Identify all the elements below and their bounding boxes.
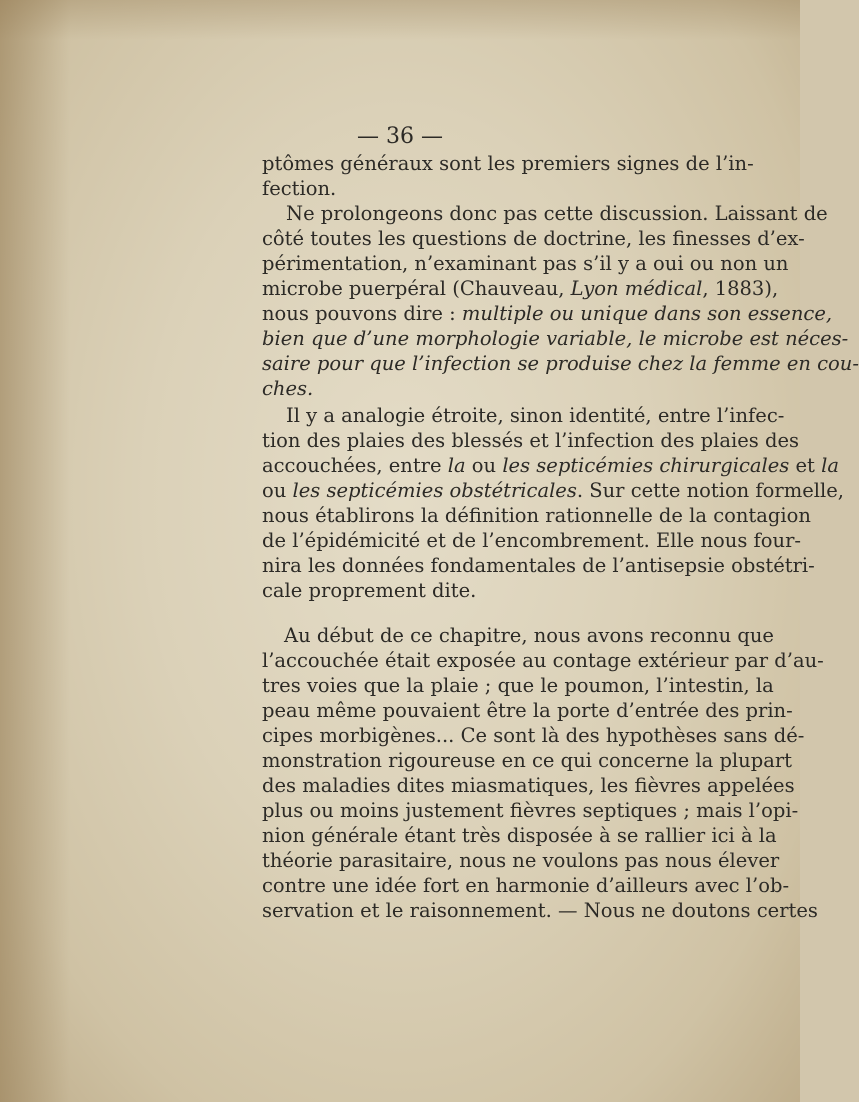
text-run: contre une idée fort en harmonie d’ailleurs avec l’ob- — [262, 874, 790, 897]
text-line — [262, 504, 811, 528]
text-line — [262, 699, 793, 723]
text-line — [262, 277, 779, 301]
text-run: ou — [262, 479, 293, 502]
text-run: Il y a analogie étroite, sinon identité, entre l’infec- — [286, 404, 785, 427]
text-run: tres voies que la plaie ; que le poumon, l’intestin, la — [262, 674, 774, 697]
text-run: côté toutes les questions de doctrine, les finesses d’ex- — [262, 227, 805, 250]
text-run: ou — [465, 454, 503, 477]
text-run: des maladies dites miasmatiques, les fièvres appelées — [262, 774, 795, 797]
text-line — [262, 799, 799, 823]
text-run: monstration rigoureuse en ce qui concerne la plupart — [262, 749, 792, 772]
text-line — [262, 749, 792, 773]
text-line — [262, 377, 698, 401]
text-run: l’accouchée était exposée au contage extérieur par d’au- — [262, 649, 824, 672]
text-run: nous établirons la définition rationnelle de la contagion — [262, 504, 811, 527]
italic-text: les septicémies chirurgicales — [502, 454, 790, 477]
text-line — [262, 554, 815, 578]
text-run: microbe puerpéral (Chauveau, — [262, 277, 571, 300]
text-line — [262, 874, 790, 898]
text-run: nira les données fondamentales de l’antisepsie obstétri- — [262, 554, 815, 577]
italic-text: la — [447, 454, 466, 477]
text-line — [262, 429, 800, 453]
text-run: théorie parasitaire, nous ne voulons pas nous élever — [262, 849, 780, 872]
text-line — [262, 674, 774, 698]
italic-text: saire pour que l’infection se produise chez la femme en cou- — [262, 352, 859, 375]
text-line — [262, 352, 859, 376]
text-run: peau même pouvaient être la porte d’entrée des prin- — [262, 699, 793, 722]
text-line — [262, 327, 849, 351]
text-line — [262, 774, 795, 798]
italic-text: Lyon médical — [570, 277, 703, 300]
text-line — [262, 479, 844, 503]
text-run: tion des plaies des blessés et l’infection des plaies des — [262, 429, 800, 452]
text-run: nous pouvons dire : — [262, 302, 462, 325]
text-line — [262, 529, 801, 553]
text-line — [262, 152, 754, 176]
text-line — [284, 624, 774, 648]
text-run: cale proprement dite. — [262, 579, 477, 602]
text-line — [262, 849, 780, 873]
page-top-shadow — [0, 0, 800, 40]
text-run: Ne prolongeons donc pas cette discussion. Laissant de — [286, 202, 828, 225]
text-line — [262, 302, 833, 326]
italic-text: multiple ou unique dans son essence, — [461, 302, 833, 325]
italic-text: les septicémies obstétricales — [292, 479, 577, 502]
text-line — [262, 252, 789, 276]
page-edge-shadow — [0, 0, 70, 1102]
text-line — [262, 227, 805, 251]
page-number: — 36 — — [357, 124, 443, 149]
text-line — [262, 454, 839, 478]
text-run: et — [789, 454, 822, 477]
text-run: périmentation, n’examinant pas s’il y a oui ou non un — [262, 252, 789, 275]
text-line — [262, 824, 777, 848]
text-run: accouchées, entre — [262, 454, 448, 477]
text-run: nion générale étant très disposée à se rallier ici à la — [262, 824, 777, 847]
text-line — [262, 724, 805, 748]
text-line — [286, 202, 828, 226]
text-run: cipes morbigènes... Ce sont là des hypothèses sans dé- — [262, 724, 805, 747]
text-run: de l’épidémicité et de l’encombrement. Elle nous four- — [262, 529, 801, 552]
text-line — [286, 404, 785, 428]
text-run: plus ou moins justement fièvres septiques ; mais l’opi- — [262, 799, 799, 822]
text-run: Au début de ce chapitre, nous avons reconnu que — [284, 624, 774, 647]
italic-text: bien que d’une morphologie variable, le microbe est néces- — [262, 327, 849, 350]
text-run: . Sur cette notion formelle, — [576, 479, 844, 502]
text-run: fection. — [262, 177, 337, 200]
text-run: ptômes généraux sont les premiers signes de l’in- — [262, 152, 754, 175]
text-line — [262, 649, 824, 673]
text-run: , 1883), — [702, 277, 779, 300]
text-run: servation et le raisonnement. — Nous ne doutons certes — [262, 899, 818, 922]
text-line — [262, 899, 818, 923]
italic-text: la — [821, 454, 839, 477]
italic-text: ches. — [262, 377, 314, 400]
text-line — [262, 579, 698, 603]
text-line — [262, 177, 698, 201]
